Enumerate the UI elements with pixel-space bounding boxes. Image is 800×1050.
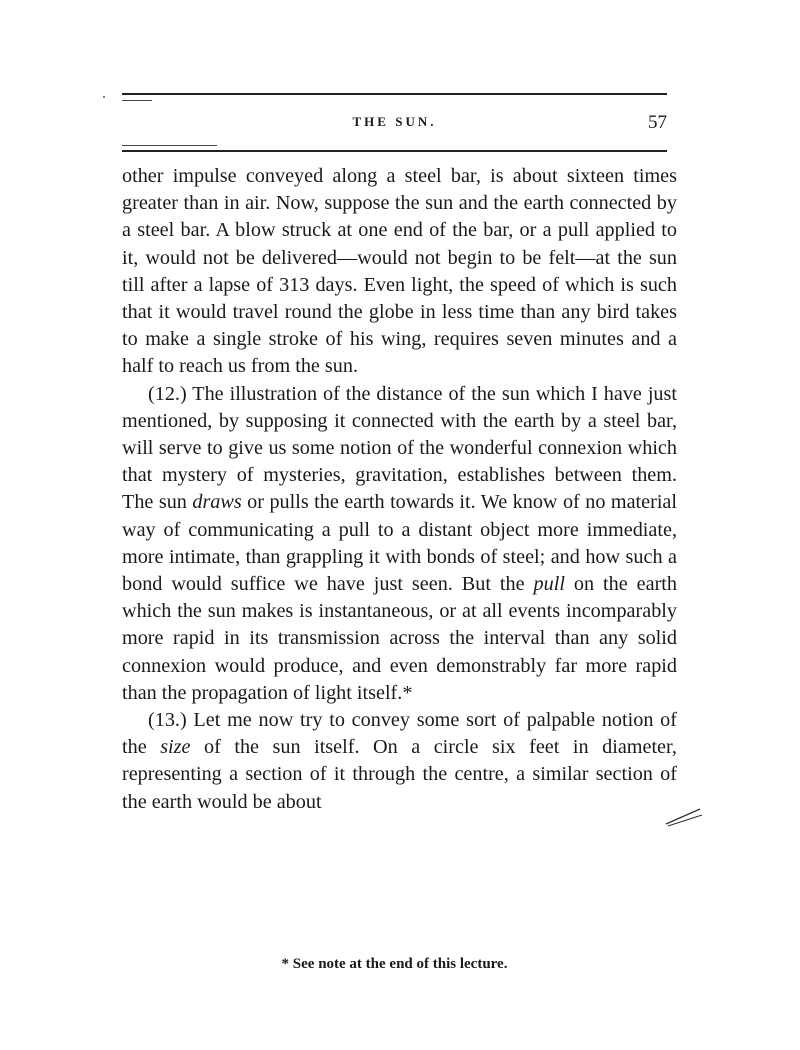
paragraph-13-part-b: of the sun itself. On a circle six feet in diameter, representing a section of it through the centre, a similar section of the earth would be about [122,736,677,813]
body-text [122,163,677,816]
running-head [122,112,667,136]
paragraph-continuation: other impulse conveyed along a steel bar, is about sixteen times greater than in air. Now, suppose the sun and the earth connected by a steel bar. A blow struck at one end of the bar, or a pull applied to it, would not be delivered—would not begin to be felt—at the sun till after a lapse of 313 days. Even light, the speed of which is such that it would travel round the globe in less time than any bird takes to make a single stroke of his wing, requires seven minutes and a half to reach us from the sun. [122,165,677,378]
paragraph-13 [122,707,677,816]
emphasis-draws: draws [192,491,242,514]
paragraph-13-part-a: (13.) Let me now try to convey some sort of palpable notion of the [122,709,677,759]
emphasis-pull: pull [533,573,565,596]
header-rule-top-accent [122,100,152,101]
footnote: * See note at the end of this lecture. [281,956,508,972]
paragraph-12 [122,381,677,707]
ink-speck [103,96,105,98]
paragraph-12-part-b: or pulls the earth towards it. We know of no material way of communicating a pull to a distant object more immediate, more intimate, than grappling it with bonds of steel; and how such a bond would suffice we have just seen. But the [122,491,677,596]
paragraph-12-part-c: on the earth which the sun makes is instantaneous, or at all events incomparably more rapid in its transmission across the interval than any solid connexion would produce, and even demonstrably far more rapid than the propagation of light itself.* [122,573,677,704]
header-rule-bottom-accent [122,145,217,146]
header-rule-bottom [122,150,667,152]
pencil-margin-mark [664,806,704,828]
paragraph-12-part-a: (12.) The illustration of the distance of the sun which I have just mentioned, by supposing it connected with the earth by a steel bar, will serve to give us some notion of the wonderful connexion which that mystery of mysteries, gravitation, establishes between them. The sun [122,382,677,514]
header-rule-top [122,93,667,95]
emphasis-size: size [160,736,191,759]
page-number: 57 [648,112,667,133]
running-title: THE SUN. [352,114,437,129]
